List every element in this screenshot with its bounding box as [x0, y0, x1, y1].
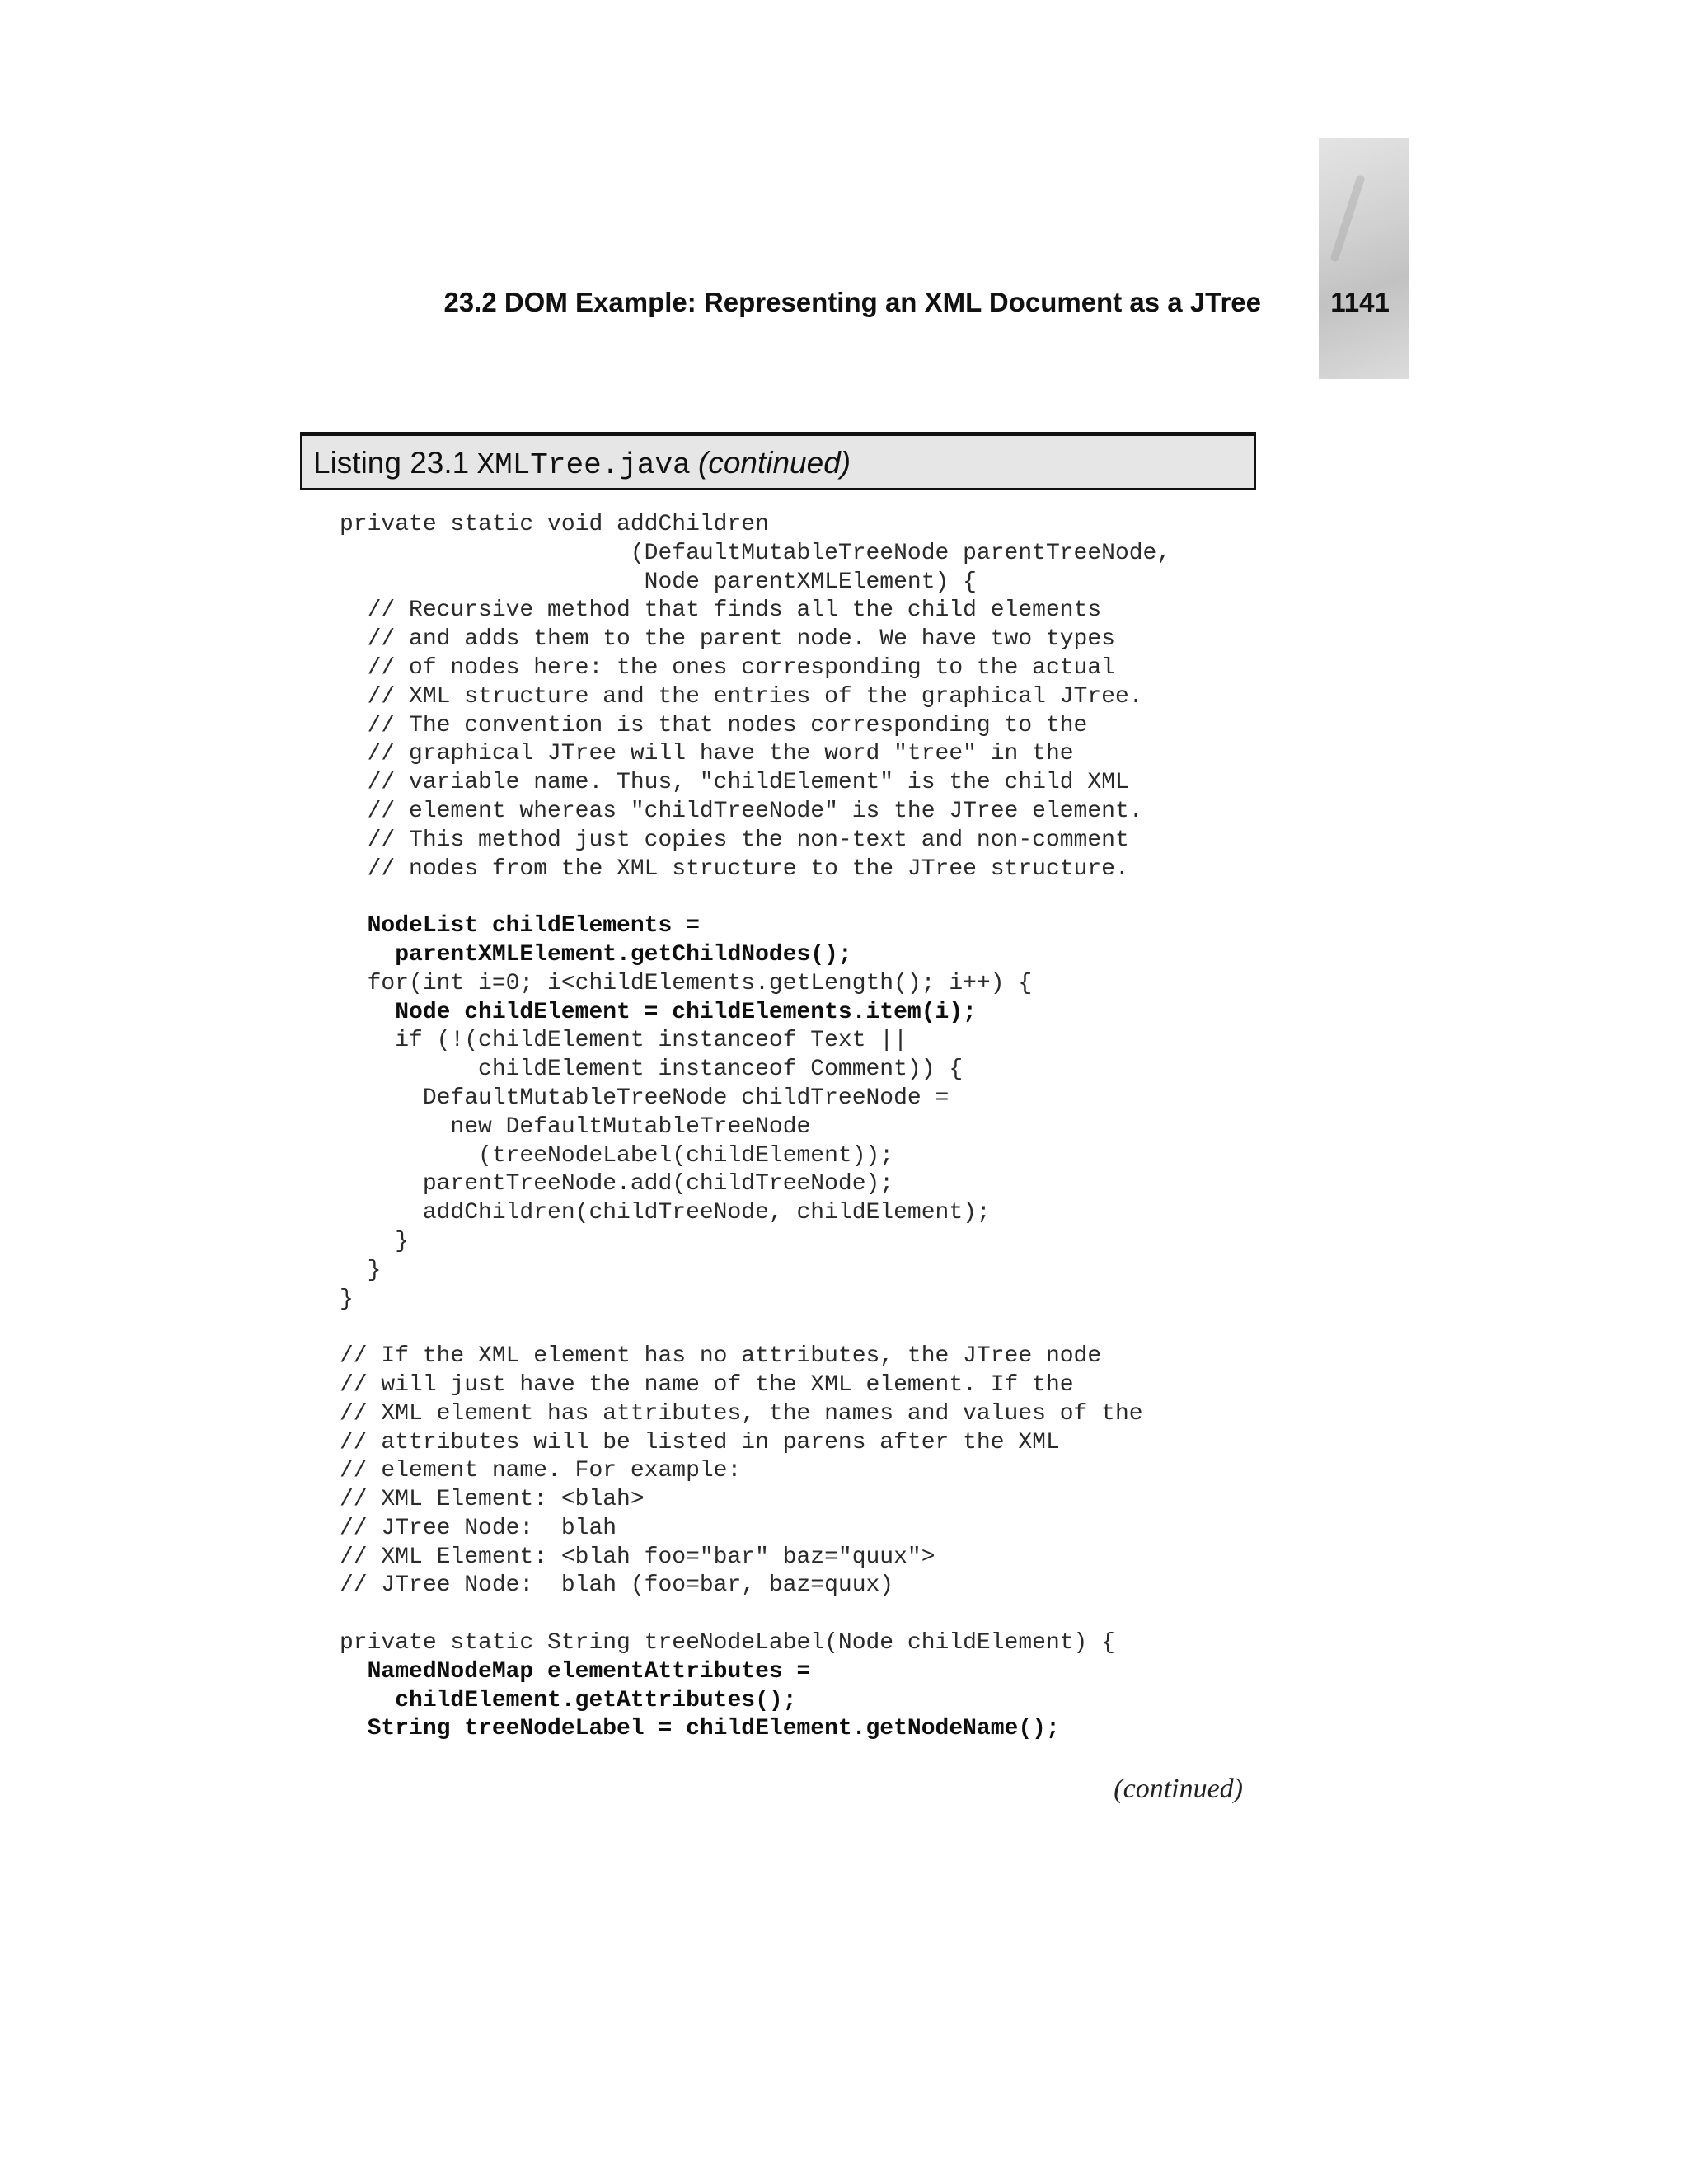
code-line: if (!(childElement instanceof Text || [340, 1028, 907, 1054]
code-line: // nodes from the XML structure to the JTree structure. [340, 855, 1129, 882]
code-line: new DefaultMutableTreeNode [340, 1113, 811, 1140]
listing-label: Listing 23.1 [313, 446, 470, 480]
code-line: } [340, 1286, 354, 1312]
code-line: childElement.getAttributes(); [340, 1687, 797, 1713]
code-line: Node childElement = childElements.item(i); [340, 999, 977, 1025]
code-line: parentTreeNode.add(childTreeNode); [340, 1171, 894, 1197]
code-listing [340, 511, 1170, 1744]
code-line: // will just have the name of the XML element. If the [340, 1371, 1074, 1398]
code-line: Node parentXMLElement) { [340, 569, 977, 595]
code-line: // XML structure and the entries of the graphical JTree. [340, 683, 1143, 710]
code-line: childElement instanceof Comment)) { [340, 1057, 964, 1083]
code-line: // graphical JTree will have the word "tree" in the [340, 741, 1074, 767]
code-blank-line [340, 883, 1170, 912]
code-line: // JTree Node: blah (foo=bar, baz=quux) [340, 1572, 894, 1599]
listing-note: (continued) [698, 446, 851, 480]
code-line: // and adds them to the parent node. We have two types [340, 626, 1115, 653]
code-line: (treeNodeLabel(childElement)); [340, 1142, 894, 1169]
code-blank-line [340, 1601, 1170, 1629]
code-line: addChildren(childTreeNode, childElement); [340, 1200, 991, 1226]
code-line: // XML Element: <blah> [340, 1487, 645, 1513]
code-line: // JTree Node: blah [340, 1515, 617, 1541]
code-line: // This method just copies the non-text and non-comment [340, 827, 1129, 853]
code-line: // Recursive method that finds all the child elements [340, 598, 1102, 624]
code-line: // The convention is that nodes corresponding to the [340, 712, 1088, 738]
listing-caption [313, 444, 851, 485]
code-line: private static void addChildren [340, 512, 769, 537]
code-line: // If the XML element has no attributes, the JTree node [340, 1343, 1102, 1370]
code-line: // variable name. Thus, "childElement" is the child XML [340, 770, 1129, 796]
code-line: // of nodes here: the ones corresponding to the actual [340, 654, 1115, 681]
code-line: private static String treeNodeLabel(Node childElement) { [340, 1630, 1115, 1657]
page-number: 1141 [1330, 287, 1390, 317]
code-line: (DefaultMutableTreeNode parentTreeNode, [340, 540, 1171, 566]
code-line: // element whereas "childTreeNode" is the JTree element. [340, 798, 1143, 824]
code-line: } [340, 1228, 410, 1254]
code-line: NodeList childElements = [340, 913, 700, 940]
listing-filename: XMLTree.java [476, 448, 691, 482]
listing-caption-box [300, 432, 1256, 490]
code-line: DefaultMutableTreeNode childTreeNode = [340, 1085, 950, 1111]
continued-note: (continued) [1114, 1774, 1243, 1804]
code-blank-line [340, 1314, 1170, 1343]
code-line: // attributes will be listed in parens after the XML [340, 1429, 1060, 1455]
code-line: for(int i=0; i<childElements.getLength(); i++) { [340, 970, 1033, 996]
code-line: parentXMLElement.getChildNodes(); [340, 941, 852, 968]
code-line: // XML Element: <blah foo="bar" baz="quux"> [340, 1544, 935, 1570]
code-line: } [340, 1257, 382, 1283]
code-line: // XML element has attributes, the names and values of the [340, 1400, 1143, 1427]
code-line: NamedNodeMap elementAttributes = [340, 1658, 811, 1685]
code-line: String treeNodeLabel = childElement.getNodeName(); [340, 1716, 1060, 1742]
running-head: 23.2 DOM Example: Representing an XML Document as a JTree [443, 287, 1261, 317]
code-line: // element name. For example: [340, 1458, 742, 1484]
